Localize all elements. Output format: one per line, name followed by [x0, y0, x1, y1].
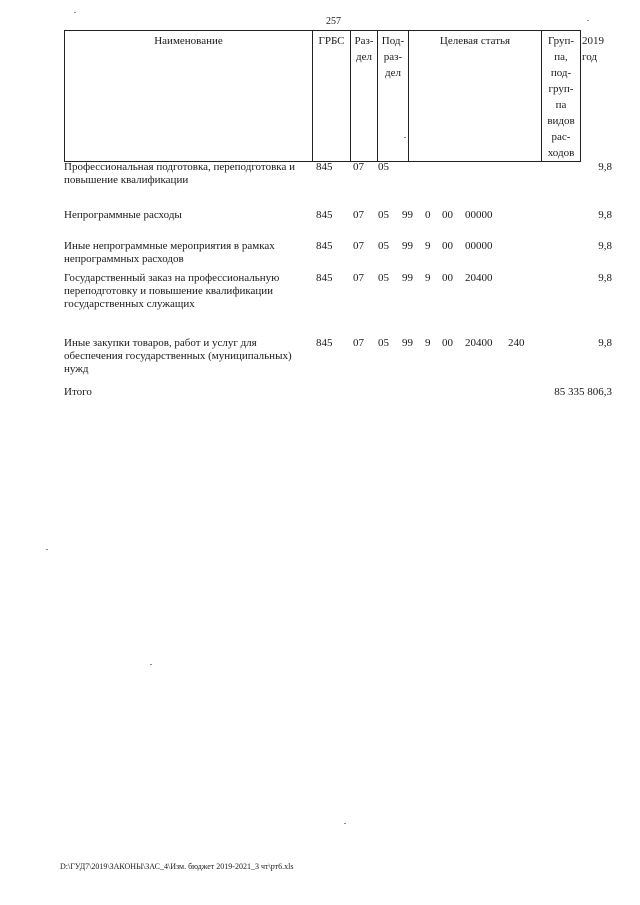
- row-razdel: 07: [353, 240, 364, 252]
- file-path: D:\ГУД7\2019\ЗАКОНЫ\ЗАС_4\Изм. бюджет 2019-2021_3 чт\рт6.xls: [60, 862, 294, 871]
- row-code: 00000: [465, 240, 493, 252]
- scan-speck: [74, 12, 76, 13]
- header-target: Целевая статья: [409, 31, 542, 162]
- row-razdel: 07: [353, 209, 364, 221]
- row-podrazdel: 05: [378, 272, 389, 284]
- header-podrazdel: Под- раз- дел: [378, 31, 409, 162]
- row-podrazdel: 05: [378, 240, 389, 252]
- row-prog: 99: [402, 240, 413, 252]
- row-sub: 9: [425, 337, 431, 349]
- row-razdel: 07: [353, 272, 364, 284]
- header-name: Наименование: [65, 31, 313, 162]
- row-amount: 9,8: [598, 209, 612, 221]
- header-grbs: ГРБС: [313, 31, 351, 162]
- row-grbs: 845: [316, 161, 333, 173]
- row-amount: 9,8: [598, 272, 612, 284]
- row-name: Иные непрограммные мероприятия в рамках непрограммных расходов: [64, 240, 275, 265]
- row-razdel: 07: [353, 161, 364, 173]
- scan-speck: [46, 549, 48, 550]
- row-sub: 9: [425, 240, 431, 252]
- row-group: 240: [508, 337, 525, 349]
- row-dir: 00: [442, 337, 453, 349]
- row-code: 20400: [465, 272, 493, 284]
- page-number: 257: [326, 16, 341, 27]
- header-razdel: Раз- дел: [351, 31, 378, 162]
- scan-speck: [344, 823, 346, 824]
- row-podrazdel: 05: [378, 337, 389, 349]
- scan-speck: [404, 137, 406, 138]
- row-grbs: 845: [316, 240, 333, 252]
- scan-speck: [587, 20, 589, 21]
- header-group: Груп- па, под- груп- па видов рас- ходов: [542, 31, 581, 162]
- row-name: Государственный заказ на профессиональную переподготовку и повышение квалификации государственных служащих: [64, 272, 280, 310]
- row-podrazdel: 05: [378, 161, 389, 173]
- scan-speck: [150, 664, 152, 665]
- row-amount: 9,8: [598, 337, 612, 349]
- total-amount: 85 335 806,3: [554, 386, 612, 398]
- row-dir: 00: [442, 240, 453, 252]
- row-prog: 99: [402, 209, 413, 221]
- row-grbs: 845: [316, 209, 333, 221]
- row-name: Непрограммные расходы: [64, 209, 182, 221]
- table-header: Наименование ГРБС Раз- дел Под- раз- дел Целевая статья Груп- па, под- груп- па видов рас- ходов 2019 год: [64, 30, 581, 162]
- row-code: 00000: [465, 209, 493, 221]
- row-prog: 99: [402, 272, 413, 284]
- row-name: Профессиональная подготовка, переподготовка и повышение квалификации: [64, 161, 295, 186]
- row-grbs: 845: [316, 272, 333, 284]
- row-grbs: 845: [316, 337, 333, 349]
- row-name: Иные закупки товаров, работ и услуг для обеспечения государственных (муниципальных) нужд: [64, 337, 292, 375]
- total-label: Итого: [64, 386, 92, 398]
- row-prog: 99: [402, 337, 413, 349]
- row-sub: 9: [425, 272, 431, 284]
- row-razdel: 07: [353, 337, 364, 349]
- row-amount: 9,8: [598, 240, 612, 252]
- row-sub: 0: [425, 209, 431, 221]
- row-dir: 00: [442, 209, 453, 221]
- row-amount: 9,8: [598, 161, 612, 173]
- row-code: 20400: [465, 337, 493, 349]
- row-podrazdel: 05: [378, 209, 389, 221]
- row-dir: 00: [442, 272, 453, 284]
